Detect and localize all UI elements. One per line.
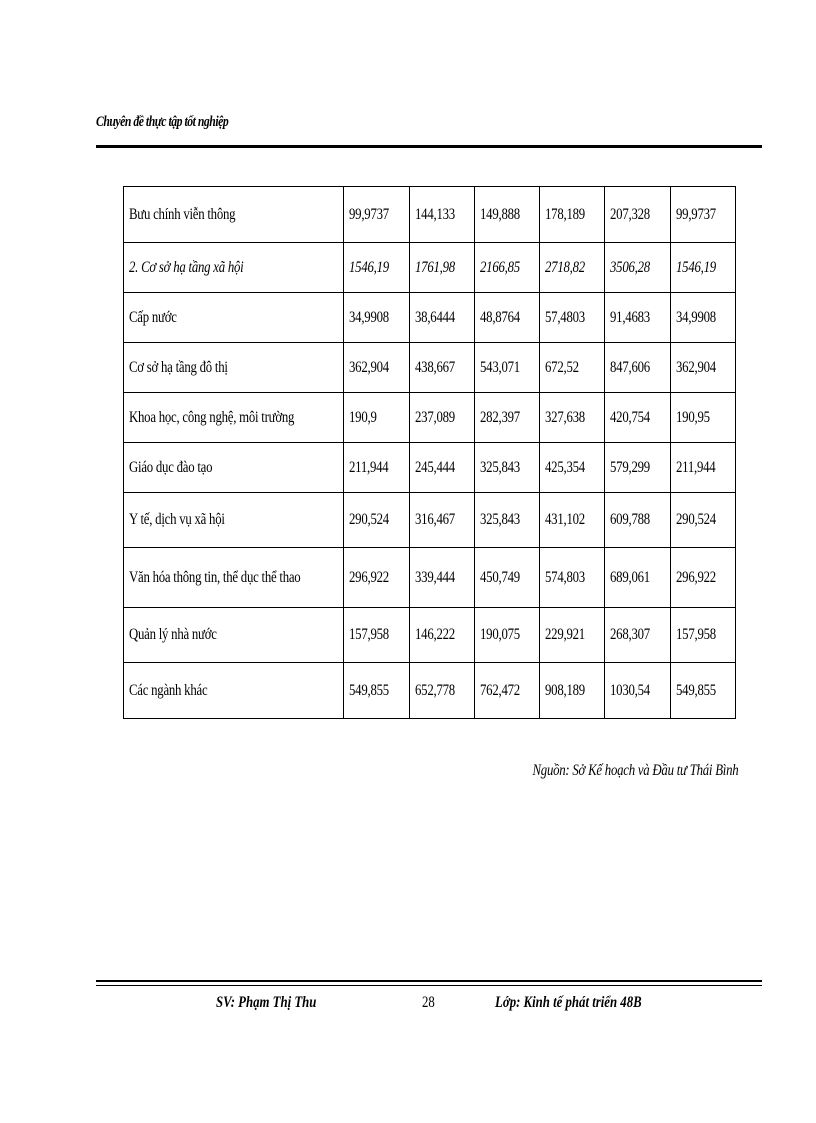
cell-value: 316,467 xyxy=(414,511,455,528)
value-cell xyxy=(670,243,735,293)
row-label: Cơ sở hạ tầng đô thị xyxy=(129,358,228,376)
row-label-cell xyxy=(124,187,344,243)
cell-value: 689,061 xyxy=(610,568,651,586)
cell-value: 325,843 xyxy=(479,458,520,476)
value-cell xyxy=(409,663,474,719)
cell-value: 149,888 xyxy=(479,205,520,223)
cell-value: 268,307 xyxy=(610,626,651,643)
row-label: Văn hóa thông tin, thể dục thể thao xyxy=(129,568,301,586)
cell-value: 34,9908 xyxy=(349,308,390,326)
value-cell xyxy=(670,663,735,719)
value-cell xyxy=(409,343,474,393)
table-row xyxy=(124,187,736,243)
value-cell xyxy=(540,293,605,343)
cell-value: 229,921 xyxy=(545,626,586,643)
value-cell xyxy=(409,187,474,243)
value-cell xyxy=(344,393,409,443)
table-row xyxy=(124,443,736,493)
value-cell xyxy=(670,343,735,393)
cell-value: 420,754 xyxy=(610,408,651,426)
value-cell xyxy=(605,608,670,663)
value-cell xyxy=(474,608,539,663)
value-cell xyxy=(605,443,670,493)
table-row xyxy=(124,548,736,608)
value-cell xyxy=(474,293,539,343)
value-cell xyxy=(409,493,474,548)
row-label: Giáo dục đào tạo xyxy=(129,458,213,476)
source-note: Nguồn: Sở Kế hoạch và Đầu tư Thái Bình xyxy=(532,762,738,779)
value-cell xyxy=(540,243,605,293)
cell-value: 296,922 xyxy=(675,568,716,586)
cell-value: 157,958 xyxy=(675,626,716,643)
cell-value: 325,843 xyxy=(479,511,520,528)
value-cell xyxy=(670,393,735,443)
cell-value: 362,904 xyxy=(349,358,390,376)
cell-value: 1546,19 xyxy=(349,258,390,276)
value-cell xyxy=(540,187,605,243)
cell-value: 450,749 xyxy=(479,568,520,586)
value-cell xyxy=(670,608,735,663)
cell-value: 99,9737 xyxy=(675,205,716,223)
row-label: Quản lý nhà nước xyxy=(129,626,217,643)
cell-value: 579,299 xyxy=(610,458,651,476)
value-cell xyxy=(540,493,605,548)
cell-value: 157,958 xyxy=(349,626,390,643)
cell-value: 549,855 xyxy=(349,681,390,699)
value-cell xyxy=(409,608,474,663)
cell-value: 425,354 xyxy=(545,458,586,476)
value-cell xyxy=(474,493,539,548)
row-label: Cấp nước xyxy=(129,308,177,326)
cell-value: 178,189 xyxy=(545,205,586,223)
cell-value: 190,9 xyxy=(349,408,378,426)
cell-value: 290,524 xyxy=(349,511,390,528)
value-cell xyxy=(409,548,474,608)
value-cell xyxy=(474,663,539,719)
value-cell xyxy=(605,663,670,719)
value-cell xyxy=(605,393,670,443)
cell-value: 34,9908 xyxy=(675,308,716,326)
cell-value: 543,071 xyxy=(479,358,520,376)
value-cell xyxy=(409,293,474,343)
value-cell xyxy=(670,187,735,243)
page-header-title: Chuyên đề thực tập tốt nghiệp xyxy=(96,114,229,130)
value-cell xyxy=(474,443,539,493)
table-body xyxy=(124,187,736,719)
row-label: Các ngành khác xyxy=(129,681,208,699)
cell-value: 431,102 xyxy=(545,511,586,528)
value-cell xyxy=(409,443,474,493)
cell-value: 362,904 xyxy=(675,358,716,376)
cell-value: 282,397 xyxy=(479,408,520,426)
value-cell xyxy=(670,443,735,493)
value-cell xyxy=(670,548,735,608)
cell-value: 91,4683 xyxy=(610,308,651,326)
footer-class: Lớp: Kinh tế phát triển 48B xyxy=(495,994,642,1011)
row-label: Bưu chính viễn thông xyxy=(129,205,236,223)
value-cell xyxy=(670,293,735,343)
value-cell xyxy=(605,548,670,608)
header-rule xyxy=(96,145,762,148)
cell-value: 190,95 xyxy=(675,408,710,426)
value-cell xyxy=(540,548,605,608)
value-cell xyxy=(474,393,539,443)
value-cell xyxy=(605,293,670,343)
row-label: Y tế, dịch vụ xã hội xyxy=(129,511,225,528)
cell-value: 207,328 xyxy=(610,205,651,223)
cell-value: 1030,54 xyxy=(610,681,651,699)
value-cell xyxy=(344,293,409,343)
cell-value: 549,855 xyxy=(675,681,716,699)
cell-value: 290,524 xyxy=(675,511,716,528)
table-row xyxy=(124,293,736,343)
value-cell xyxy=(540,608,605,663)
cell-value: 144,133 xyxy=(414,205,455,223)
cell-value: 57,4803 xyxy=(545,308,586,326)
row-label-cell xyxy=(124,548,344,608)
value-cell xyxy=(540,393,605,443)
value-cell xyxy=(409,243,474,293)
value-cell xyxy=(474,343,539,393)
value-cell xyxy=(605,493,670,548)
cell-value: 847,606 xyxy=(610,358,651,376)
cell-value: 1546,19 xyxy=(675,258,716,276)
value-cell xyxy=(344,548,409,608)
cell-value: 3506,28 xyxy=(610,258,651,276)
cell-value: 211,944 xyxy=(675,458,716,476)
table-row xyxy=(124,393,736,443)
cell-value: 211,944 xyxy=(349,458,389,476)
cell-value: 99,9737 xyxy=(349,205,390,223)
row-label-cell xyxy=(124,443,344,493)
value-cell xyxy=(540,663,605,719)
value-cell xyxy=(474,243,539,293)
value-cell xyxy=(344,663,409,719)
cell-value: 908,189 xyxy=(545,681,586,699)
cell-value: 339,444 xyxy=(414,568,455,586)
value-cell xyxy=(344,443,409,493)
cell-value: 2166,85 xyxy=(479,258,520,276)
cell-value: 296,922 xyxy=(349,568,390,586)
table-row xyxy=(124,343,736,393)
row-label-cell xyxy=(124,243,344,293)
cell-value: 38,6444 xyxy=(414,308,455,326)
cell-value: 245,444 xyxy=(414,458,455,476)
value-cell xyxy=(344,343,409,393)
value-cell xyxy=(474,548,539,608)
row-label-cell xyxy=(124,663,344,719)
cell-value: 609,788 xyxy=(610,511,651,528)
row-label-cell xyxy=(124,293,344,343)
value-cell xyxy=(670,493,735,548)
table-row xyxy=(124,663,736,719)
cell-value: 574,803 xyxy=(545,568,586,586)
value-cell xyxy=(605,343,670,393)
row-label-cell xyxy=(124,343,344,393)
row-label: 2. Cơ sở hạ tầng xã hội xyxy=(129,258,244,276)
row-label-cell xyxy=(124,393,344,443)
row-label-cell xyxy=(124,493,344,548)
value-cell xyxy=(605,187,670,243)
value-cell xyxy=(605,243,670,293)
value-cell xyxy=(474,187,539,243)
value-cell xyxy=(409,393,474,443)
value-cell xyxy=(540,443,605,493)
cell-value: 1761,98 xyxy=(414,258,455,276)
cell-value: 652,778 xyxy=(414,681,455,699)
table-row xyxy=(124,493,736,548)
value-cell xyxy=(344,608,409,663)
cell-value: 327,638 xyxy=(545,408,586,426)
cell-value: 146,222 xyxy=(414,626,455,643)
value-cell xyxy=(344,493,409,548)
footer-rule xyxy=(96,980,762,982)
cell-value: 2718,82 xyxy=(545,258,586,276)
cell-value: 190,075 xyxy=(479,626,520,643)
value-cell xyxy=(344,243,409,293)
footer-page-number: 28 xyxy=(422,994,435,1011)
value-cell xyxy=(540,343,605,393)
cell-value: 48,8764 xyxy=(479,308,520,326)
cell-value: 762,472 xyxy=(479,681,520,699)
footer-rule-thin xyxy=(96,985,762,986)
table-row xyxy=(124,243,736,293)
row-label-cell xyxy=(124,608,344,663)
cell-value: 237,089 xyxy=(414,408,455,426)
cell-value: 438,667 xyxy=(414,358,455,376)
row-label: Khoa học, công nghệ, môi trường xyxy=(129,408,295,426)
table-row xyxy=(124,608,736,663)
cell-value: 672,52 xyxy=(545,358,579,376)
footer-student: SV: Phạm Thị Thu xyxy=(216,994,317,1011)
investment-table xyxy=(123,186,736,719)
value-cell xyxy=(344,187,409,243)
